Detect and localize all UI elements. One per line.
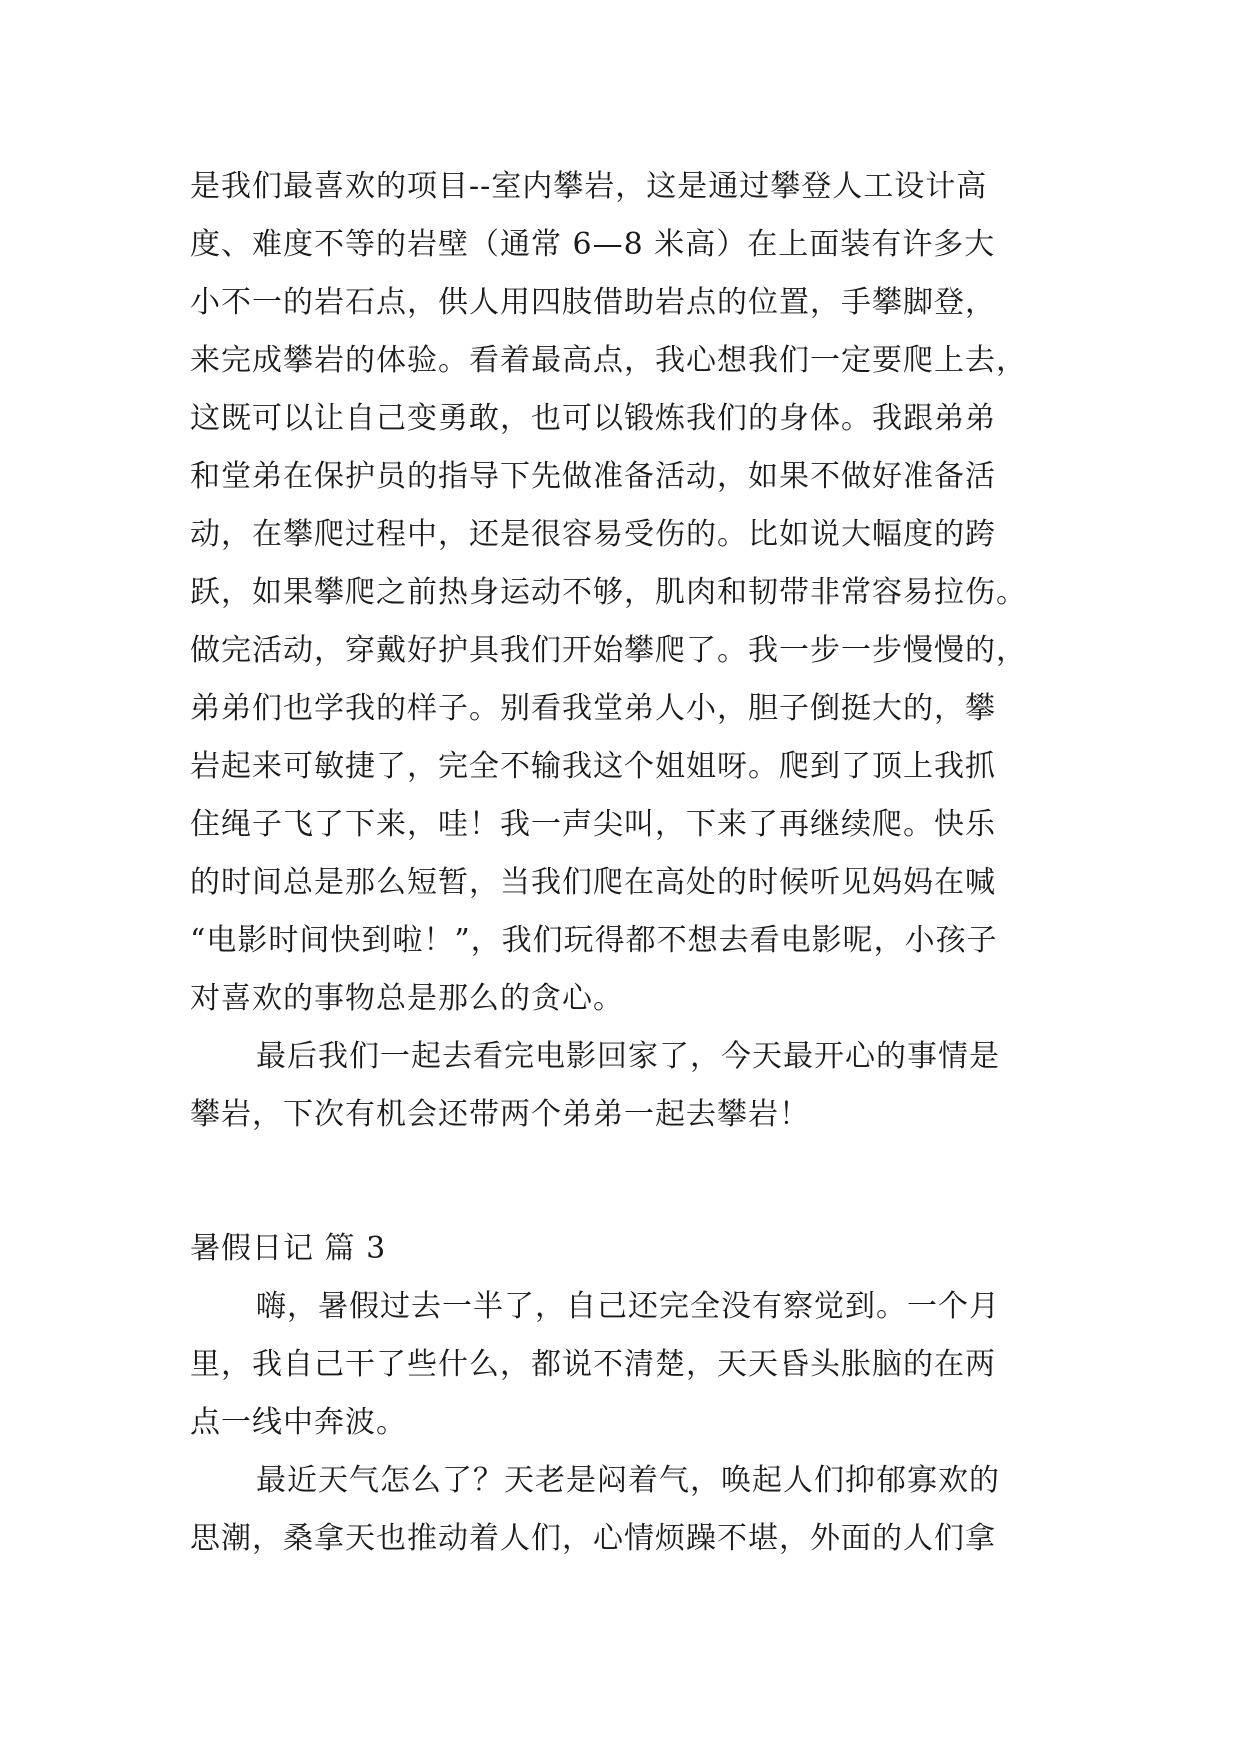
text-line: 弟弟们也学我的样子。别看我堂弟人小，胆子倒挺大的，攀 bbox=[190, 691, 996, 726]
text-line: 来完成攀岩的体验。看着最高点，我心想我们一定要爬上去， bbox=[190, 343, 1027, 378]
text-line: 动，在攀爬过程中，还是很容易受伤的。比如说大幅度的跨 bbox=[190, 517, 996, 552]
text-line: 最近天气怎么了？天老是闷着气，唤起人们抑郁寡欢的 bbox=[256, 1463, 1000, 1498]
text-line: 攀岩，下次有机会还带两个弟弟一起去攀岩！ bbox=[190, 1097, 810, 1132]
text-line: 住绳子飞了下来，哇！我一声尖叫，下来了再继续爬。快乐 bbox=[190, 807, 996, 842]
text-line: 最后我们一起去看完电影回家了，今天最开心的事情是 bbox=[256, 1039, 1000, 1074]
paragraph-weather bbox=[190, 1452, 1070, 1568]
paragraph-summer-half bbox=[190, 1278, 1070, 1452]
text-line: “电影时间快到啦！”，我们玩得都不想去看电影呢，小孩子 bbox=[190, 923, 998, 958]
text-line: 对喜欢的事物总是那么的贪心。 bbox=[190, 981, 624, 1016]
document-body bbox=[190, 158, 1070, 1568]
text-line: 跃，如果攀爬之前热身运动不够，肌肉和韧带非常容易拉伤。 bbox=[190, 575, 1027, 610]
paragraph-climbing-description bbox=[190, 158, 1070, 1028]
text-line: 和堂弟在保护员的指导下先做准备活动，如果不做好准备活 bbox=[190, 459, 996, 494]
text-line: 的时间总是那么短暂，当我们爬在高处的时候听见妈妈在喊 bbox=[190, 865, 996, 900]
text-line: 小不一的岩石点，供人用四肢借助岩点的位置，手攀脚登， bbox=[190, 285, 996, 320]
text-line: 思潮，桑拿天也推动着人们，心情烦躁不堪，外面的人们拿 bbox=[190, 1521, 996, 1556]
text-line: 做完活动，穿戴好护具我们开始攀爬了。我一步一步慢慢的， bbox=[190, 633, 1027, 668]
text-line: 里，我自己干了些什么，都说不清楚，天天昏头胀脑的在两 bbox=[190, 1347, 996, 1382]
text-line: 是我们最喜欢的项目--室内攀岩，这是通过攀登人工设计高 bbox=[190, 169, 988, 204]
section-heading: 暑假日记 篇 3 bbox=[190, 1231, 387, 1266]
text-line: 度、难度不等的岩壁（通常 6—8 米高）在上面装有许多大 bbox=[190, 227, 996, 262]
text-line: 这既可以让自己变勇敢，也可以锻炼我们的身体。我跟弟弟 bbox=[190, 401, 996, 436]
text-line: 点一线中奔波。 bbox=[190, 1405, 407, 1440]
text-line: 嗨，暑假过去一半了，自己还完全没有察觉到。一个月 bbox=[256, 1289, 1000, 1324]
text-line: 岩起来可敏捷了，完全不输我这个姐姐呀。爬到了顶上我抓 bbox=[190, 749, 996, 784]
section-gap bbox=[190, 1144, 1070, 1220]
paragraph-ending bbox=[190, 1028, 1070, 1144]
